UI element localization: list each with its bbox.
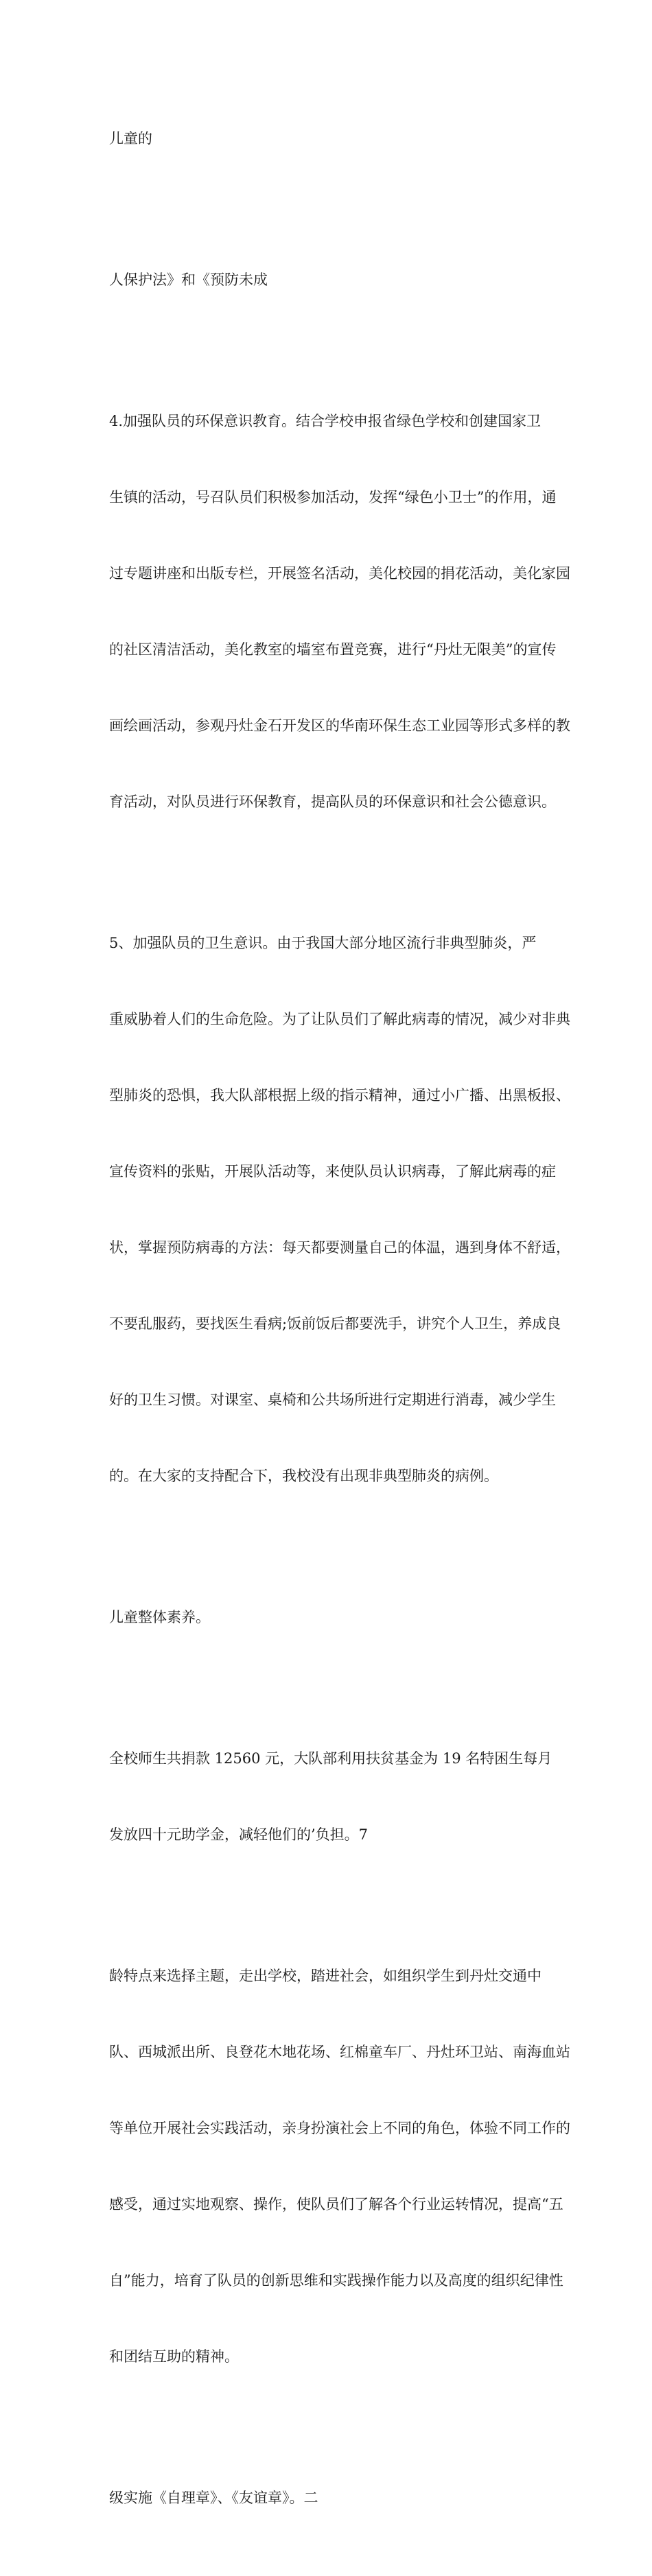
text-line: 感受，通过实地观察、操作，使队员们了解各个行业运转情况，提高“五 [109,2196,563,2213]
text-line: 儿童的 [109,130,152,147]
text-line: 儿童整体素养。 [109,1609,210,1625]
text-line: 5、加强队员的卫生意识。由于我国大部分地区流行非典型肺炎，严 [109,935,537,951]
text-line: 自”能力，培育了队员的创新思维和实践操作能力以及高度的组织纪律性 [109,2272,563,2289]
paragraph-badges [80,2435,572,2562]
text-line: 生镇的活动，号召队员们积极参加活动，发挥“绿色小卫士”的作用，通 [109,489,557,505]
paragraph-environmental-education [80,358,572,866]
text-line: 龄特点来选择主题，走出学校，踏进社会，如组织学生到丹灶交通中 [109,1968,542,1984]
text-line: 状，掌握预防病毒的方法：每天都要测量自己的体温，遇到身体不舒适， [109,1239,570,1256]
paragraph-donation [80,1695,572,1898]
text-line: 画绘画活动，参观丹灶金石开发区的华南环保生态工业园等形式多样的教 [109,717,570,734]
text-line: 宣传资料的张贴，开展队活动等，来使队员认识病毒，了解此病毒的症 [109,1163,556,1180]
text-line: 重威胁着人们的生命危险。为了让队员们了解此病毒的情况，减少对非典 [109,1011,570,1027]
text-line: 全校师生共捐款 12560 元，大队部利用扶贫基金为 19 名特困生每月 [109,1750,552,1767]
text-line: 型肺炎的恐惧，我大队部根据上级的指示精神，通过小广播、出黑板报、 [109,1087,570,1104]
text-line: 的。在大家的支持配合下，我校没有出现非典型肺炎的病例。 [109,1468,498,1484]
text-line: 级实施《自理章》、《友谊章》。二 [109,2490,318,2506]
text-line: 过专题讲座和出版专栏，开展签名活动，美化校园的捐花活动，美化家园 [109,565,570,582]
paragraph-child-quality [80,1554,572,1681]
text-line: 和团结互助的精神。 [109,2348,239,2365]
text-line: 好的卫生习惯。对课室、桌椅和公共场所进行定期进行消毒，减少学生 [109,1392,556,1408]
text-line: 人保护法》和《预防未成 [109,272,268,288]
text-line: 4.加强队员的环保意识教育。结合学校申报省绿色学校和创建国家卫 [109,413,542,429]
document-body [80,75,572,2576]
paragraph-hygiene-awareness [80,880,572,1540]
text-line: 的社区清洁活动，美化教室的墙室布置竞赛，进行“丹灶无限美”的宣传 [109,641,557,658]
text-line: 不要乱服药，要找医生看病;饭前饭后都要洗手，讲究个人卫生，养成良 [109,1315,561,1332]
text-line: 育活动，对队员进行环保教育，提高队员的环保意识和社会公德意识。 [109,794,556,810]
paragraph-2 [80,217,572,344]
paragraph-social-practice [80,1913,572,2420]
text-line: 发放四十元助学金，减轻他们的’负担。7 [109,1826,369,1843]
text-line: 等单位开展社会实践活动，亲身扮演社会上不同的角色，体验不同工作的 [109,2120,570,2136]
paragraph-1 [80,75,572,202]
text-line: 队、西城派出所、良登花木地花场、红棉童车厂、丹灶环卫站、南海血站 [109,2044,570,2060]
